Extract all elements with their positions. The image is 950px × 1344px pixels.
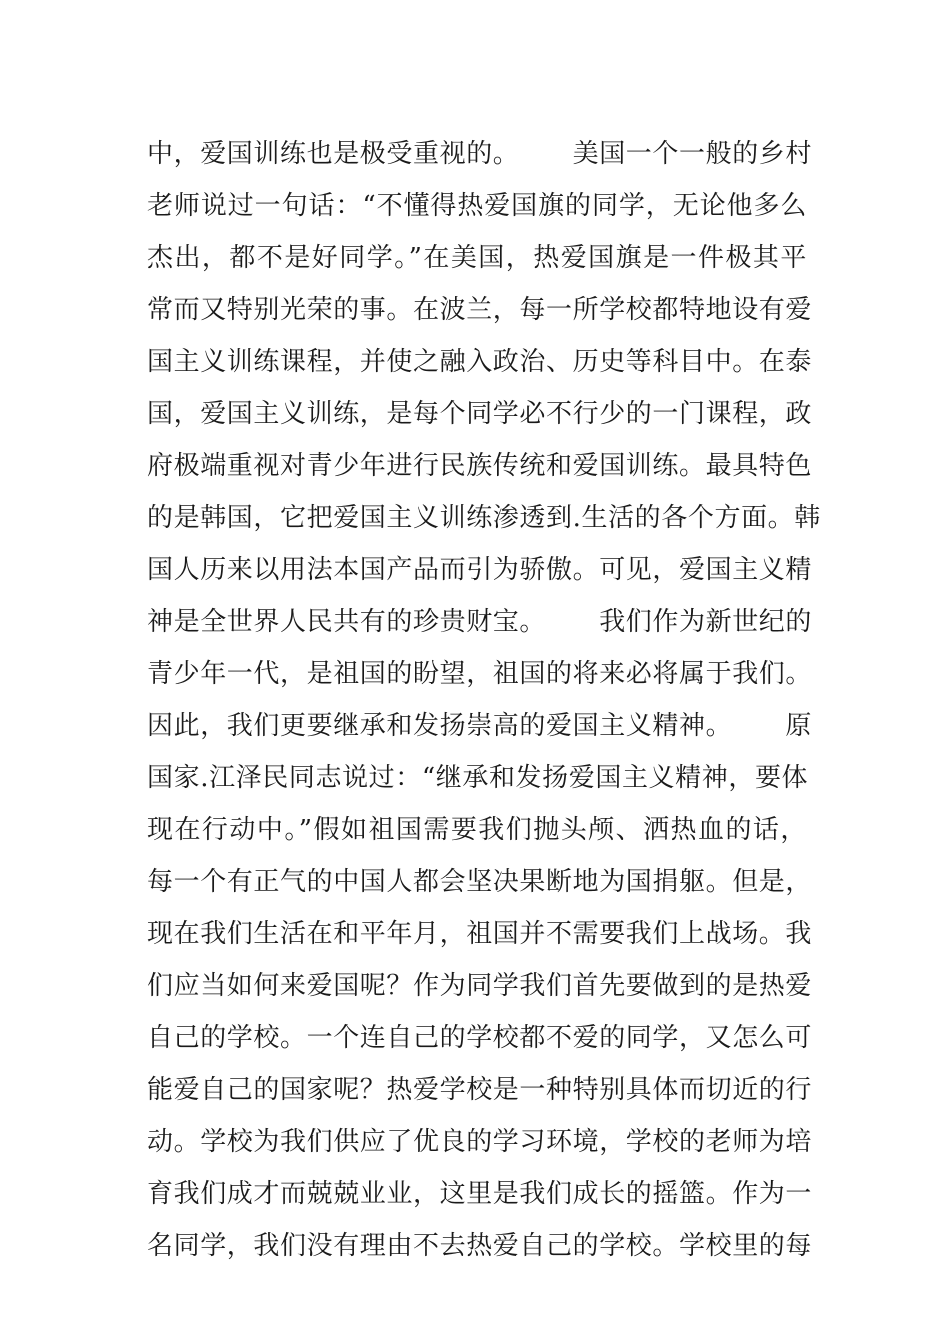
text-line: 现在行动中。”假如祖国需要我们抛头颅、洒热血的话， bbox=[147, 815, 807, 845]
text-line: 每一个有正气的中国人都会坚决果断地为国捐躯。但是， bbox=[147, 867, 813, 897]
body-text bbox=[147, 128, 821, 1272]
text-line: 自己的学校。一个连自己的学校都不爱的同学，又怎么可 bbox=[147, 1023, 813, 1053]
text-line: 们应当如何来爱国呢？作为同学我们首先要做到的是热爱 bbox=[147, 971, 813, 1001]
text-line: 因此，我们更要继承和发扬崇高的爱国主义精神。 原 bbox=[147, 711, 812, 741]
text-line: 国家.江泽民同志说过：“继承和发扬爱国主义精神，要体 bbox=[147, 763, 809, 793]
text-line: 国，爱国主义训练，是每个同学必不行少的一门课程，政 bbox=[147, 399, 813, 429]
text-line: 国人历来以用法本国产品而引为骄傲。可见，爱国主义精 bbox=[147, 555, 813, 585]
text-line: 青少年一代，是祖国的盼望，祖国的将来必将属于我们。 bbox=[147, 659, 813, 689]
text-line: 中，爱国训练也是极受重视的。 美国一个一般的乡村 bbox=[147, 139, 812, 169]
text-line: 的是韩国，它把爱国主义训练渗透到.生活的各个方面。韩 bbox=[147, 503, 821, 533]
text-line: 国主义训练课程，并使之融入政治、历史等科目中。在泰 bbox=[147, 347, 813, 377]
text-line: 老师说过一句话：“不懂得热爱国旗的同学，无论他多么 bbox=[147, 191, 807, 221]
text-line: 动。学校为我们供应了优良的学习环境，学校的老师为培 bbox=[147, 1127, 813, 1157]
text-line: 常而又特别光荣的事。在波兰，每一所学校都特地设有爱 bbox=[147, 295, 813, 325]
text-line: 杰出，都不是好同学。”在美国，热爱国旗是一件极其平 bbox=[147, 243, 807, 273]
text-line: 育我们成才而兢兢业业，这里是我们成长的摇篮。作为一 bbox=[147, 1179, 813, 1209]
text-line: 名同学，我们没有理由不去热爱自己的学校。学校里的每 bbox=[147, 1231, 813, 1261]
text-line: 神是全世界人民共有的珍贵财宝。 我们作为新世纪的 bbox=[147, 607, 812, 637]
text-line: 能爱自己的国家呢？热爱学校是一种特别具体而切近的行 bbox=[147, 1075, 813, 1105]
text-line: 府极端重视对青少年进行民族传统和爱国训练。最具特色 bbox=[147, 451, 813, 481]
text-line: 现在我们生活在和平年月，祖国并不需要我们上战场。我 bbox=[147, 919, 813, 949]
